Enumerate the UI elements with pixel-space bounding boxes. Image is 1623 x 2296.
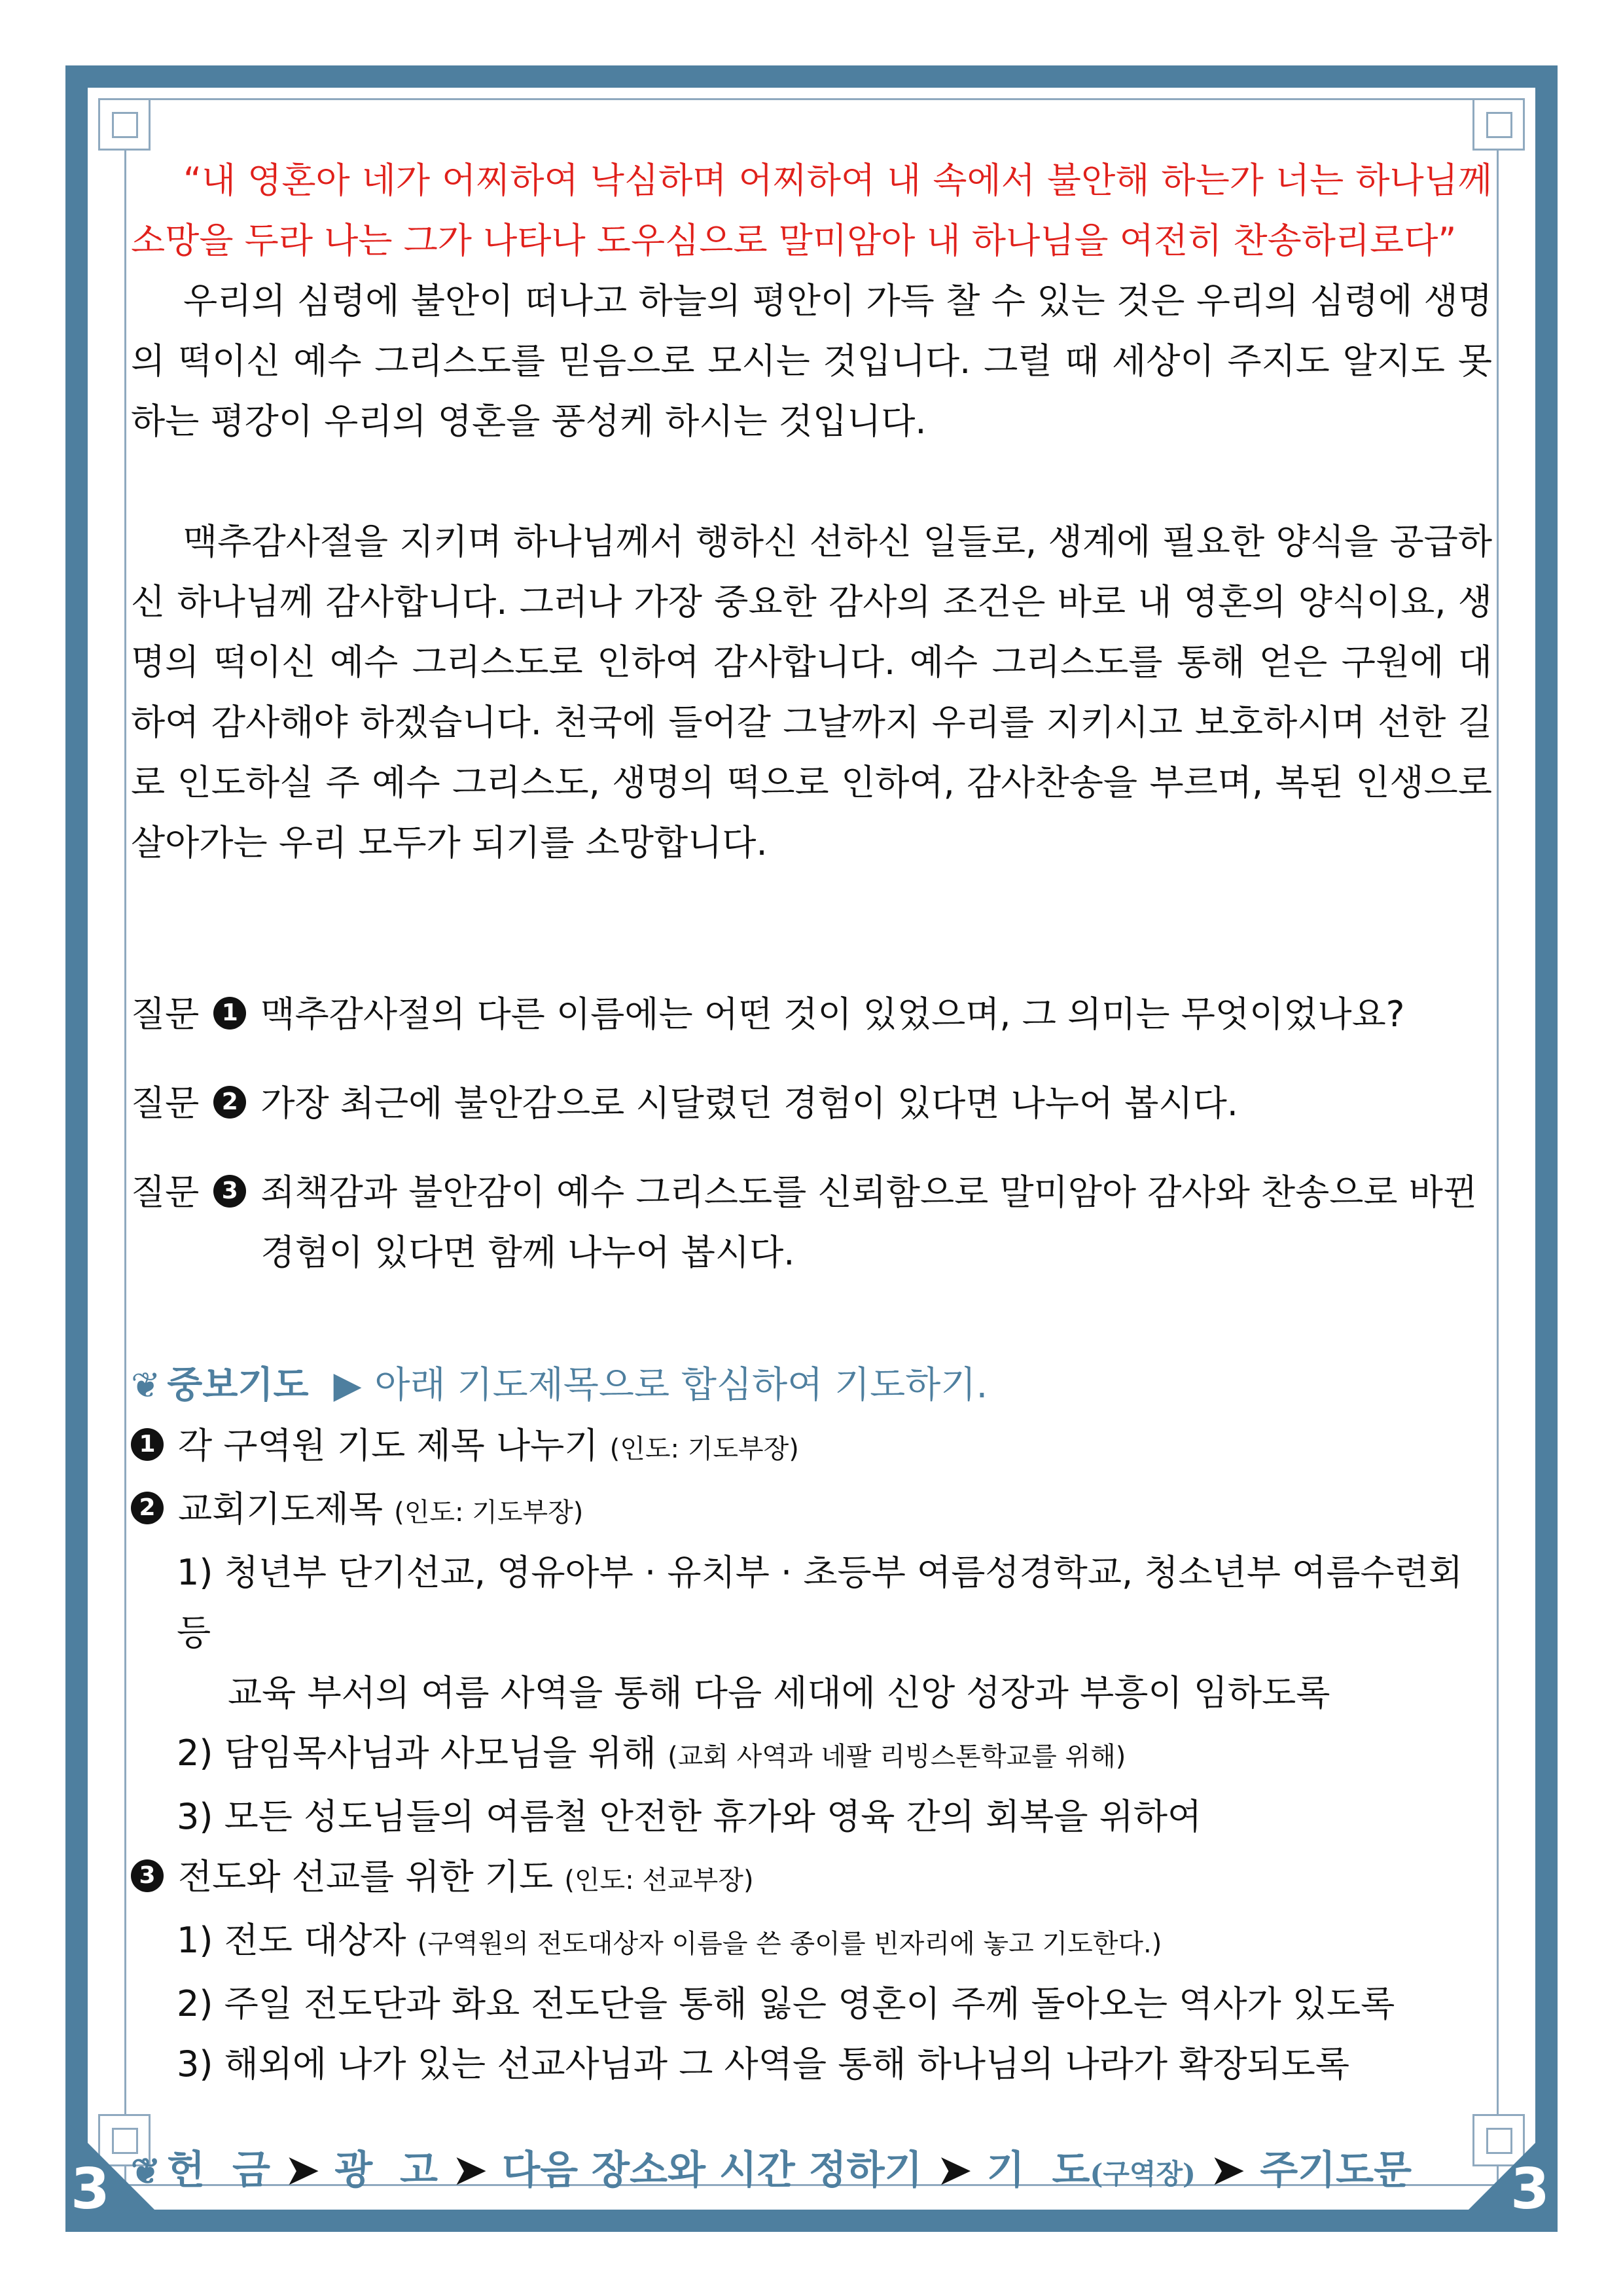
arrow-icon: ➤ (285, 2147, 319, 2193)
prayer-item-title: 전도와 선교를 위한 기도 (178, 1856, 554, 1897)
number-badge: 3 (131, 1859, 164, 1892)
main-content (131, 151, 1492, 2204)
prayer-subitem: 3) 해외에 나가 있는 선교사님과 그 사역을 통해 하나님의 나라가 확장되도록 (177, 2043, 1349, 2085)
question-2 (131, 1073, 1492, 1134)
subitem-note: (구역원의 전도대상자 이름을 쓴 종이를 빈자리에 놓고 기도한다.) (417, 1929, 1162, 1959)
prayer-title: 중보기도 (167, 1363, 309, 1407)
question-label: 질문 (131, 994, 200, 1035)
arrow-icon: ➤ (453, 2147, 487, 2193)
prayer-heading (131, 1355, 1492, 1416)
subitem-note: (교회 사역과 네팔 리빙스톤학교를 위해) (668, 1742, 1126, 1772)
paragraph-2: 맥추감사절을 지키며 하나님께서 행하신 선하신 일들로, 생계에 필요한 양식을 공급하신 하나님께 감사합니다. 그러나 가장 중요한 감사의 조건은 바로 내 영혼의 양식이요, 생명의 떡이신 예수 그리스도로 인하여 감사합니다. 예수 그리스도를 통해 얻은 구원에 대하여 감사해야 하겠습니다. 천국에 들어갈 그날까지 우리를 지키시고 보호하시며 선한 길로 인도하실 주 예수 그리스도, 생명의 떡으로 인하여, 감사찬송을 부르며, 복된 인생으로 살아가는 우리 모두가 되기를 소망합니다. (131, 521, 1492, 863)
prayer-item-note: (인도: 기도부장) (609, 1434, 799, 1464)
question-text: 맥추감사절의 다른 이름에는 어떤 것이 있었으며, 그 의미는 무엇이었나요? (260, 994, 1405, 1035)
prayer-item-title: 각 구역원 기도 제목 나누기 (178, 1425, 599, 1466)
footer-step: 헌 금 (167, 2147, 270, 2193)
number-badge: 3 (213, 1175, 246, 1208)
footer-step: 기 도 (986, 2147, 1090, 2193)
prayer-subitem: 3) 모든 성도님들의 여름철 안전한 휴가와 영육 간의 회복을 위하여 (177, 1796, 1202, 1837)
arrow-icon: ➤ (1211, 2147, 1245, 2193)
number-badge: 1 (213, 997, 246, 1030)
arrow-icon: ➤ (938, 2147, 971, 2193)
footer-step-note: (구역장) (1090, 2158, 1196, 2190)
page-number-right: 3 (1510, 2157, 1550, 2222)
arrow-icon: ▶ (333, 1364, 362, 1407)
order-footer (131, 2140, 1492, 2204)
question-text: 가장 최근에 불안감으로 시달렸던 경험이 있다면 나누어 봅시다. (260, 1083, 1238, 1124)
footer-step: 다음 장소와 시간 정하기 (502, 2147, 923, 2193)
question-1 (131, 984, 1492, 1045)
paragraph-1: 우리의 심령에 불안이 떠나고 하늘의 평안이 가득 찰 수 있는 것은 우리의 심령에 생명의 떡이신 예수 그리스도를 믿음으로 모시는 것입니다. 그럴 때 세상이 주지도 알지도 못하는 평강이 우리의 영혼을 풍성케 하시는 것입니다. (131, 280, 1493, 442)
footer-step: 주기도문 (1260, 2147, 1412, 2193)
prayer-item-1 (131, 1416, 1492, 1479)
number-badge: 2 (213, 1086, 246, 1119)
prayer-item-title: 교회기도제목 (178, 1488, 383, 1530)
corner-ornament (98, 98, 151, 151)
question-label: 질문 (131, 1172, 200, 1213)
page-number-left: 3 (71, 2157, 110, 2222)
prayer-subitem: 1) 청년부 단기선교, 영유아부 · 유치부 · 초등부 여름성경학교, 청소년부 여름수련회 등 (177, 1552, 1463, 1653)
number-badge: 1 (131, 1428, 164, 1461)
prayer-instruction: 아래 기도제목으로 합심하여 기도하기. (374, 1364, 988, 1407)
prayer-item-3 (131, 1847, 1492, 1910)
prayer-item-2 (131, 1479, 1492, 1543)
footer-step: 광 고 (334, 2147, 438, 2193)
heart-icon: ❦ (131, 1365, 161, 1406)
prayer-subitem (131, 1723, 1492, 1787)
subitem-text: 2) 담임목사님과 사모님을 위해 (177, 1732, 656, 1774)
prayer-item-note: (인도: 기도부장) (394, 1498, 584, 1528)
prayer-subitem: 2) 주일 전도단과 화요 전도단을 통해 잃은 영혼이 주께 돌아오는 역사가 있도록 (177, 1983, 1395, 2024)
verse-quote: “내 영혼아 네가 어찌하여 낙심하며 어찌하여 내 속에서 불안해 하는가 너는 하나님께 소망을 두라 나는 그가 나타나 도우심으로 말미암아 내 하나님을 여전히 찬송하리로다” (131, 160, 1492, 261)
prayer-subitem (131, 1910, 1492, 1974)
prayer-item-note: (인도: 선교부장) (564, 1865, 754, 1895)
subitem-text: 1) 전도 대상자 (177, 1920, 406, 1961)
heart-icon: ❦ (131, 2150, 161, 2192)
prayer-subitem-continued: 교육 부서의 여름 사역을 통해 다음 세대에 신앙 성장과 부흥이 임하도록 (228, 1672, 1330, 1713)
question-text: 죄책감과 불안감이 예수 그리스도를 신뢰함으로 말미암아 감사와 찬송으로 바뀐 경험이 있다면 함께 나누어 봅시다. (260, 1172, 1478, 1273)
question-3 (131, 1162, 1492, 1283)
question-label: 질문 (131, 1083, 200, 1124)
corner-ornament (1472, 98, 1525, 151)
number-badge: 2 (131, 1492, 164, 1524)
